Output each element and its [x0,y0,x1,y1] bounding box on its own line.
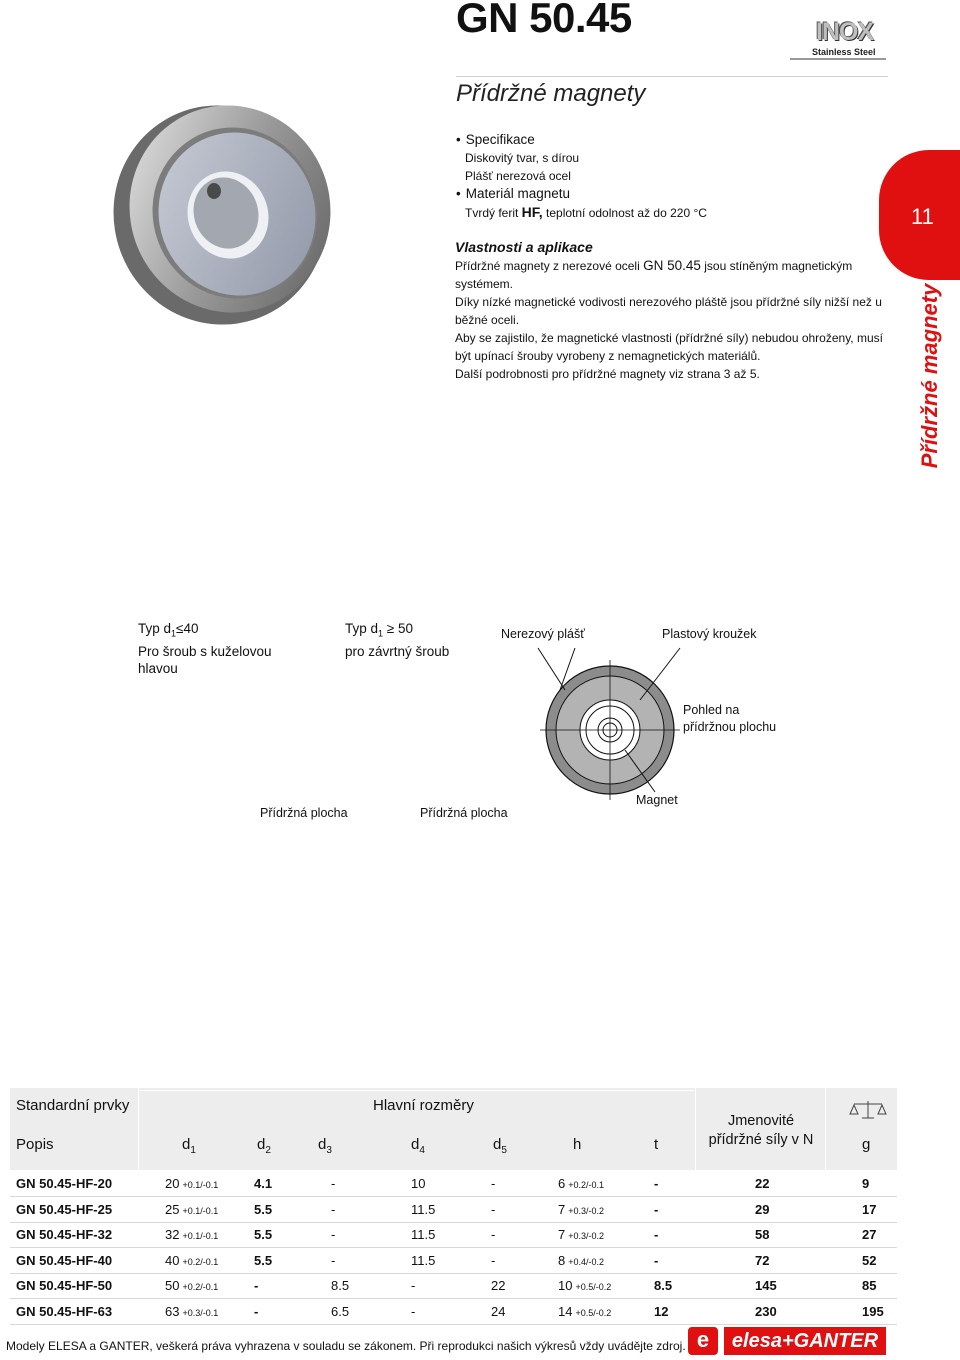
cell-h-tolerance: +0.3/-0.2 [568,1231,605,1241]
cell-h: 10 +0.5/-0.2 [558,1278,612,1293]
cell-d1-tolerance: +0.1/-0.1 [182,1205,219,1216]
type1-title: Typ $d_1\le 40$ [138,621,199,639]
cell-d1: 20 +0.1/-0.1 [165,1176,219,1191]
specification-line: Diskovitý tvar, s dírou [465,151,580,165]
cell-description: GN 50.45-HF-40 [16,1252,113,1268]
holding-surface-label: Přídržná plocha [260,806,348,820]
column-header-holding-force: Jmenovité přídržné síly v N [708,1113,814,1148]
inox-logo-rule [790,58,886,60]
type1-desc: Pro šroub s kuželovou [138,643,272,659]
table-header-divider [140,1090,695,1091]
cell-holding-force: 230 [755,1303,777,1319]
cell-d1: 25 +0.1/-0.1 [165,1201,219,1217]
cell-description: GN 50.45-HF-63 [16,1303,113,1319]
magnet-label: Magnet [636,793,678,807]
cell-d5: - [491,1252,496,1268]
page-title: GN 50.45 [456,0,632,41]
cell-holding-force: 29 [755,1201,770,1217]
properties-paragraph: Aby se zajistilo, že magnetické vlastnosti (přídržné síly) nebudou ohroženy, musí být upínací šrouby vyrobeny z nemagnetických materiálů. [455,331,883,363]
cell-d3: 8.5 [331,1278,350,1293]
cell-d3: 6.5 [331,1303,350,1319]
properties-block [455,238,885,383]
cell-h-tolerance: +0.3/-0.2 [568,1205,605,1216]
table-header-divider [825,1088,826,1170]
elesa-ganter-logo [688,1325,888,1357]
cell-weight: 9 [862,1176,870,1191]
row-divider [10,1247,897,1248]
cell-d1-tolerance: +0.1/-0.1 [182,1231,219,1241]
type2-desc: pro závrtný šroub [345,643,450,659]
column-header-d1: $d_1$ [182,1136,196,1156]
column-header-description: Popis [16,1136,54,1153]
cell-h-tolerance: +0.5/-0.2 [575,1282,612,1292]
chapter-tab [879,150,960,280]
cell-d1-tolerance: +0.3/-0.1 [182,1307,219,1318]
cell-t: 8.5 [654,1278,673,1293]
view-label: Pohled na přídržnou plochu [683,703,777,734]
cell-weight: 27 [862,1227,877,1242]
cell-d5: - [491,1201,496,1217]
cell-d2: - [254,1278,259,1293]
inox-logo-text: INOX [816,18,874,46]
product-reference: GN 50.45 [643,258,701,273]
cell-d2: 5.5 [254,1201,273,1217]
cell-d5: - [491,1176,496,1191]
specification-block [456,131,707,222]
inox-logo-subtext: Stainless Steel [812,47,876,57]
column-header-d3: $d_3$ [318,1136,332,1156]
table-row [10,1227,897,1252]
material-line [456,203,707,222]
shell-label: Nerezový plášť [501,627,585,641]
cell-d4: 11.5 [411,1252,436,1268]
header-divider [456,76,888,77]
properties-paragraph: Díky nízké magnetické vodivosti nerezového pláště jsou přídržné síly nižší než u běžné oceli. [455,295,882,327]
cell-d3: - [331,1176,336,1191]
properties-paragraph: Další podrobnosti pro přídržné magnety viz strana 3 až 5. [455,367,760,381]
material-hf: HF, [521,204,543,220]
logo-e-mark: e [688,1327,718,1355]
column-header-main-dimensions: Hlavní rozměry [373,1097,474,1114]
material-temp: teplotní odolnost až do 220 °C [542,206,707,220]
cell-d3: - [331,1252,336,1268]
column-header-d5: $d_5$ [493,1136,507,1156]
material-text: Tvrdý ferit [465,206,522,220]
column-header-standard: Standardní prvky [16,1097,130,1114]
cell-d4: 10 [411,1176,426,1191]
column-header-t: t [654,1136,659,1153]
specification-heading: • Specifikace [456,131,707,149]
cell-d3: - [331,1227,336,1242]
properties-paragraph [455,257,885,293]
column-header-h: h [573,1136,582,1153]
table-header-divider [138,1088,139,1170]
properties-text: jsou stíněným magnetickým systémem. [455,259,853,291]
cell-h: 7 +0.3/-0.2 [558,1201,605,1217]
cell-h: 7 +0.3/-0.2 [558,1227,605,1242]
table-row [10,1202,897,1227]
cell-d2: 4.1 [254,1176,273,1191]
cell-d1-tolerance: +0.1/-0.1 [182,1180,219,1190]
table-row [10,1176,897,1201]
cell-h: 6 +0.2/-0.1 [558,1176,605,1191]
inox-logo [790,20,890,62]
row-divider [10,1298,897,1299]
type1-label [138,620,272,677]
row-divider [10,1222,897,1223]
cell-d2: - [254,1303,259,1319]
properties-heading: Vlastnosti a aplikace [455,239,593,255]
cell-d4: - [411,1303,416,1319]
chapter-number: 11 [911,204,934,229]
cell-d1: 63 +0.3/-0.1 [165,1303,219,1319]
column-header-weight: g [862,1136,871,1153]
row-divider [10,1273,897,1274]
cell-d2: 5.5 [254,1252,273,1268]
cell-weight: 52 [862,1252,877,1268]
cell-description: GN 50.45-HF-25 [16,1201,113,1217]
cell-d5: 24 [491,1303,506,1319]
row-divider [10,1196,897,1197]
cell-weight: 195 [862,1303,884,1319]
cell-d3: - [331,1201,336,1217]
cell-d4: 11.5 [411,1227,436,1242]
table-row [10,1253,897,1278]
cell-h-tolerance: +0.4/-0.2 [568,1256,605,1267]
cell-d1: 40 +0.2/-0.1 [165,1252,219,1268]
cell-h-tolerance: +0.5/-0.2 [575,1307,612,1318]
cell-weight: 17 [862,1201,877,1217]
type2-title: Typ $d_1 \ge 50$ [345,621,413,639]
type2-label [345,620,449,660]
cell-d1-tolerance: +0.2/-0.1 [182,1282,219,1292]
chapter-vertical-title: Přídržné magnety [917,283,942,469]
cell-d2: 5.5 [254,1227,273,1242]
cell-weight: 85 [862,1278,877,1293]
cell-d4: 11.5 [411,1201,436,1217]
cell-description: GN 50.45-HF-50 [16,1278,113,1293]
type1-desc: hlavou [138,660,178,676]
column-header-d2: $d_2$ [257,1136,271,1156]
cell-t: 12 [654,1303,669,1319]
cell-holding-force: 58 [755,1227,770,1242]
logo-brand-text: elesa+GANTER [724,1327,886,1355]
cell-t: - [654,1252,659,1268]
product-photo [100,95,360,335]
column-header-d4: $d_4$ [411,1136,425,1156]
table-header-divider [695,1088,696,1170]
scale-icon [848,1098,888,1122]
holding-surface-label: Přídržná plocha [420,806,508,820]
cell-d5: - [491,1227,496,1242]
specification-line: Plášť nerezová ocel [465,169,571,183]
cell-h-tolerance: +0.2/-0.1 [568,1180,605,1190]
material-heading: • Materiál magnetu [456,185,707,203]
cell-holding-force: 22 [755,1176,770,1191]
table-row [10,1278,897,1303]
cell-d1: 32 +0.1/-0.1 [165,1227,219,1242]
cell-holding-force: 72 [755,1252,770,1268]
cell-d1: 50 +0.2/-0.1 [165,1278,219,1293]
cell-t: - [654,1227,659,1242]
cell-d1-tolerance: +0.2/-0.1 [182,1256,219,1267]
leader-lines [520,640,720,800]
properties-text: Přídržné magnety z nerezové oceli [455,259,644,273]
cell-t: - [654,1201,659,1217]
cell-h: 14 +0.5/-0.2 [558,1303,612,1319]
cell-d5: 22 [491,1278,506,1293]
cell-description: GN 50.45-HF-32 [16,1227,113,1242]
footer-copyright: Modely ELESA a GANTER, veškerá práva vyhrazena v souladu se zákonem. Při reprodukci našich výkresů vždy uvádějte zdroj. [6,1339,686,1353]
cell-d4: - [411,1278,416,1293]
cell-h: 8 +0.4/-0.2 [558,1252,605,1268]
cell-description: GN 50.45-HF-20 [16,1176,113,1191]
cell-holding-force: 145 [755,1278,777,1293]
cell-t: - [654,1176,659,1191]
page-subtitle: Přídržné magnety [456,80,646,107]
ring-label: Plastový kroužek [662,627,757,641]
